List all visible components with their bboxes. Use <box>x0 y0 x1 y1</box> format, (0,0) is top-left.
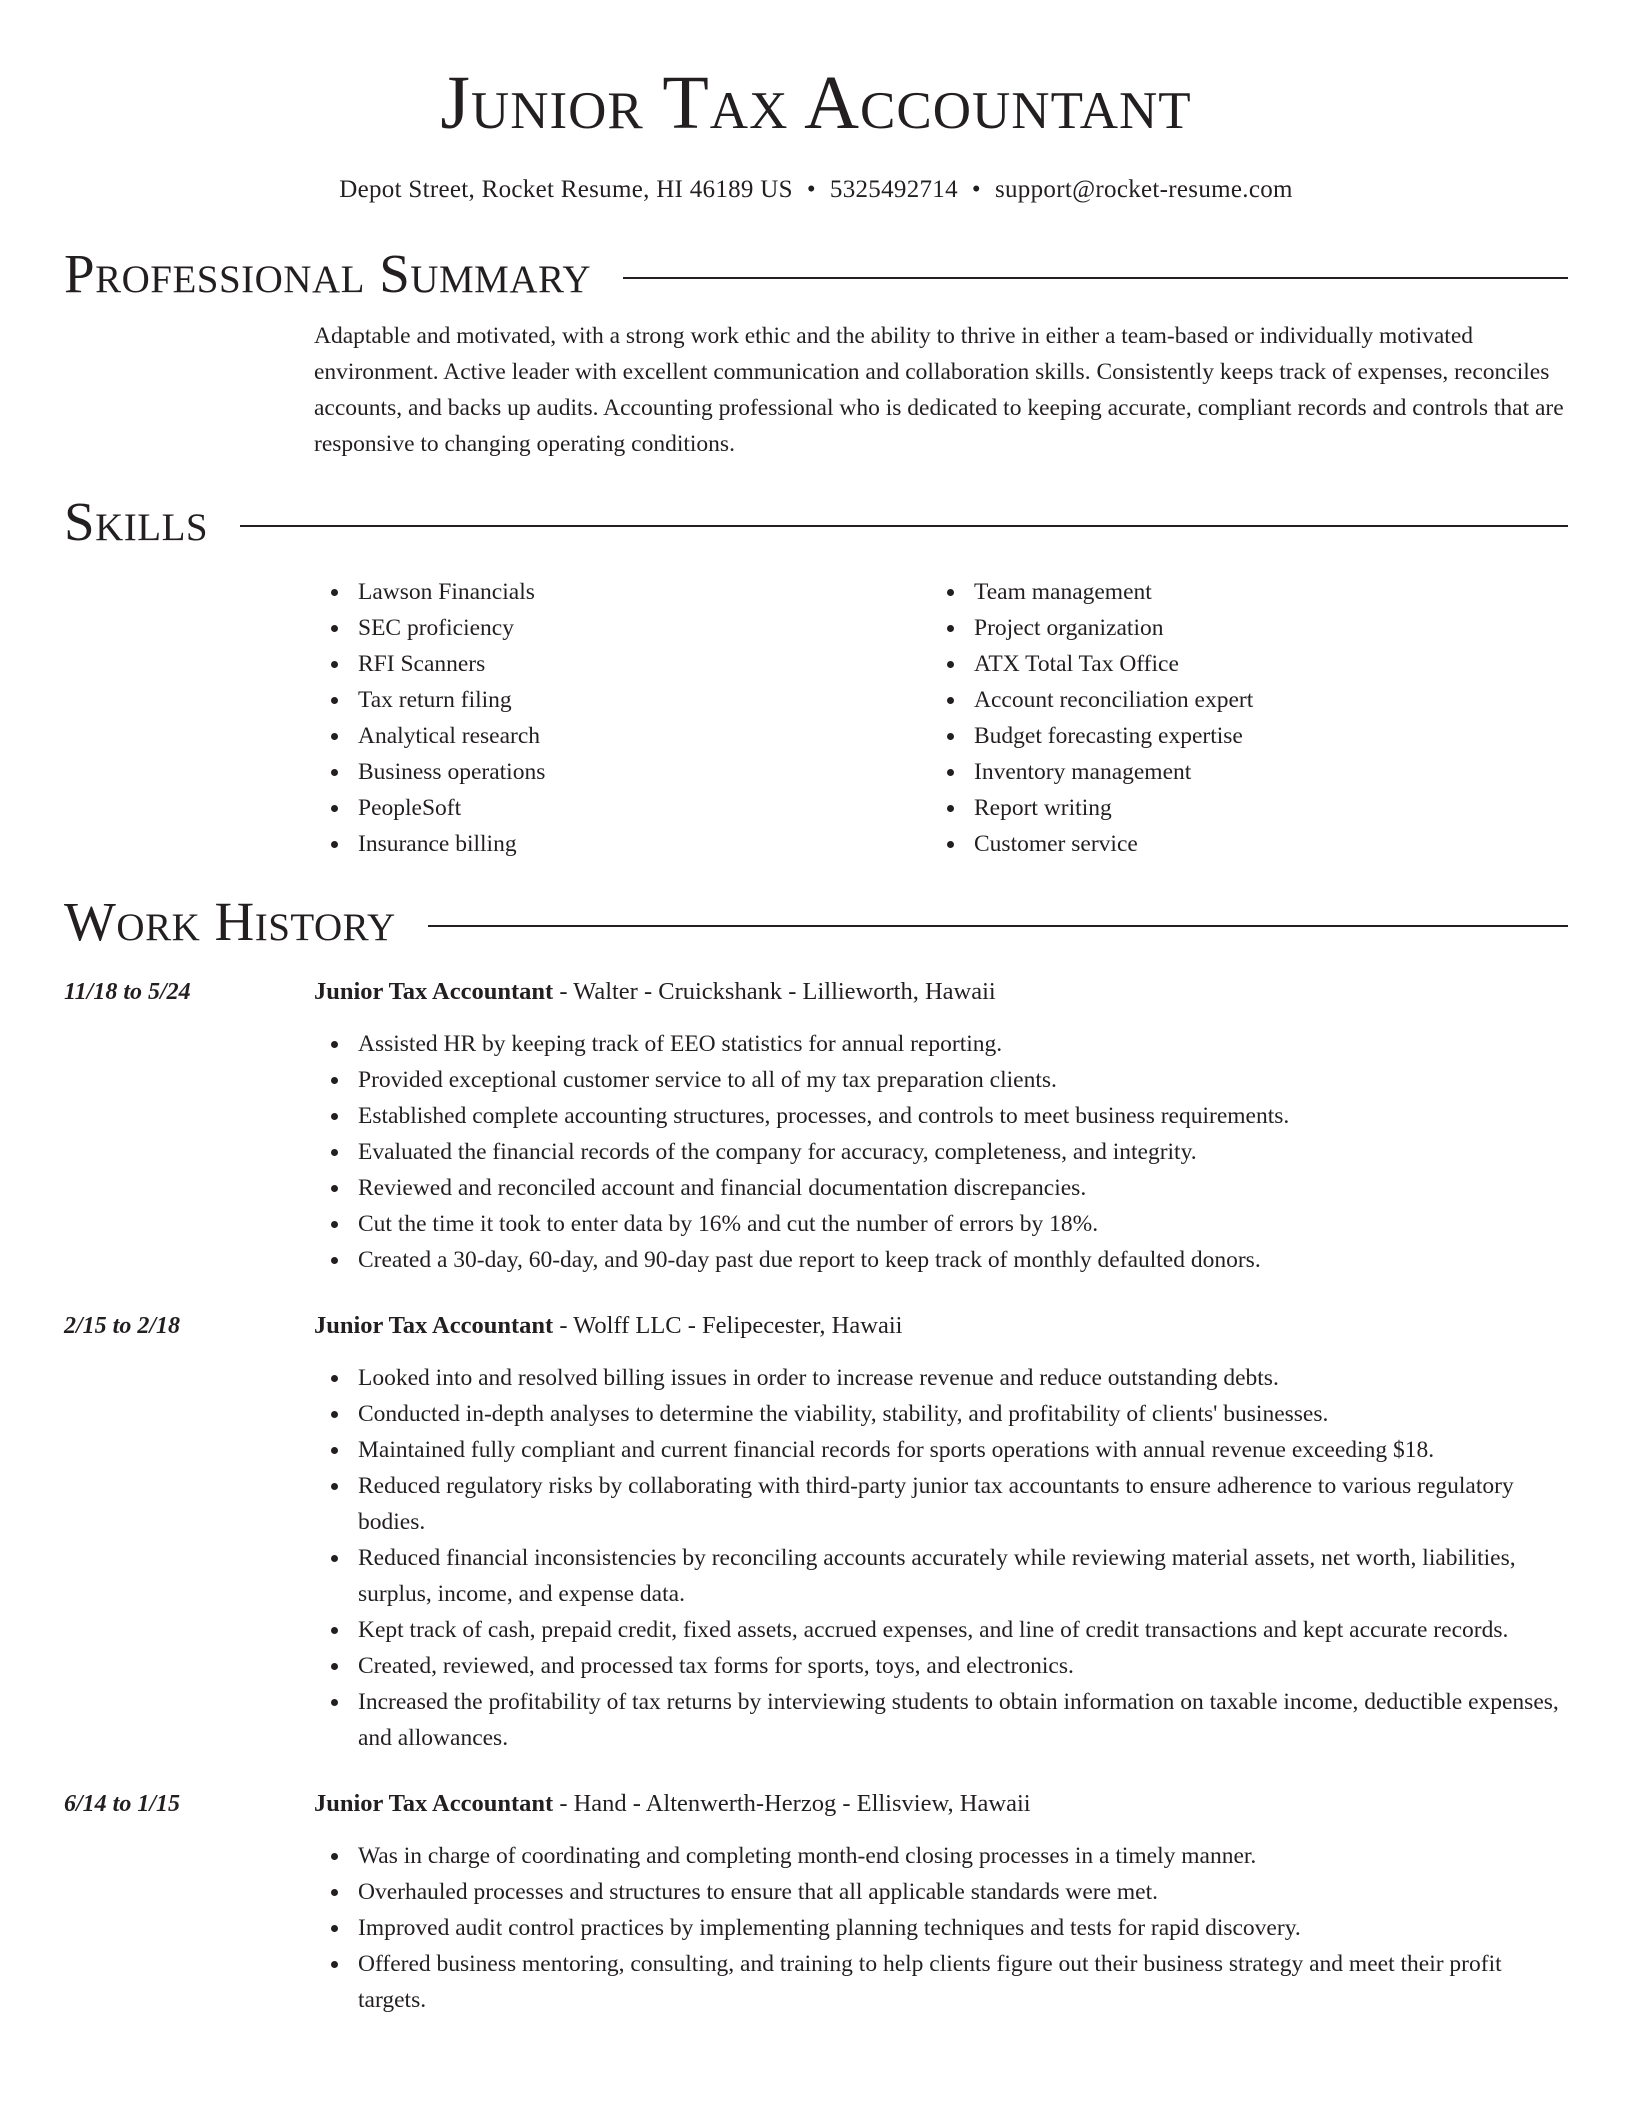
skill-item: Budget forecasting expertise <box>930 718 1546 754</box>
job-bullet: Assisted HR by keeping track of EEO statistics for annual reporting. <box>314 1026 1568 1062</box>
section-divider <box>623 277 1568 279</box>
contact-address: Depot Street, Rocket Resume, HI 46189 US <box>339 176 793 203</box>
skill-item: Project organization <box>930 610 1546 646</box>
skill-item: Analytical research <box>314 718 930 754</box>
skill-item: Inventory management <box>930 754 1546 790</box>
job-bullets <box>314 1026 1568 1278</box>
job-employer: - Wolff LLC - Felipecester, Hawaii <box>553 1312 903 1339</box>
contact-separator: • <box>971 176 981 203</box>
skill-item: Business operations <box>314 754 930 790</box>
job-bullet: Cut the time it took to enter data by 16% and cut the number of errors by 18%. <box>314 1206 1568 1242</box>
job-title: Junior Tax Accountant <box>314 1312 554 1339</box>
work-section-header <box>64 892 1568 952</box>
skill-item: Insurance billing <box>314 826 930 862</box>
skill-item: SEC proficiency <box>314 610 930 646</box>
skills-section-title: Skills <box>64 491 209 552</box>
skill-item: PeopleSoft <box>314 790 930 826</box>
section-divider <box>240 525 1568 527</box>
job-heading <box>314 1308 1568 1344</box>
skills-section-header <box>64 492 1568 552</box>
contact-email: support@rocket-resume.com <box>994 176 1293 203</box>
job-details <box>314 974 1568 1278</box>
summary-section-header <box>64 244 1568 304</box>
job-heading <box>314 1786 1568 1822</box>
job-bullet: Created a 30-day, 60-day, and 90-day past due report to keep track of monthly defaulted donors. <box>314 1242 1568 1278</box>
skill-item: Team management <box>930 574 1546 610</box>
section-divider <box>428 925 1568 927</box>
job-bullets <box>314 1360 1568 1756</box>
job-bullet: Reduced financial inconsistencies by reconciling accounts accurately while reviewing material assets, net worth, liabilities, surplus, income, and expense data. <box>314 1540 1568 1612</box>
job-bullet: Maintained fully compliant and current financial records for sports operations with annual revenue exceeding $18. <box>314 1432 1568 1468</box>
job-bullet: Kept track of cash, prepaid credit, fixed assets, accrued expenses, and line of credit transactions and kept accurate records. <box>314 1612 1568 1648</box>
job-bullet: Evaluated the financial records of the company for accuracy, completeness, and integrity. <box>314 1134 1568 1170</box>
summary-section-title: Professional Summary <box>64 243 592 304</box>
job-details <box>314 1786 1568 2018</box>
skill-item: ATX Total Tax Office <box>930 646 1546 682</box>
candidate-name: Junior Tax Accountant <box>440 61 1192 145</box>
job-bullet: Reduced regulatory risks by collaborating with third-party junior tax accountants to ensure adherence to various regulatory bodies. <box>314 1468 1568 1540</box>
skills-list <box>314 574 1568 862</box>
job-bullet: Improved audit control practices by implementing planning techniques and tests for rapid discovery. <box>314 1910 1568 1946</box>
job-bullet: Increased the profitability of tax returns by interviewing students to obtain information on taxable income, deductible expenses, and allowances. <box>314 1684 1568 1756</box>
job-title: Junior Tax Accountant <box>314 978 554 1005</box>
job-employer: - Hand - Altenwerth-Herzog - Ellisview, Hawaii <box>553 1790 1031 1817</box>
job-bullet: Looked into and resolved billing issues in order to increase revenue and reduce outstanding debts. <box>314 1360 1568 1396</box>
job-bullet: Provided exceptional customer service to all of my tax preparation clients. <box>314 1062 1568 1098</box>
job-bullet: Conducted in-depth analyses to determine the viability, stability, and profitability of clients' businesses. <box>314 1396 1568 1432</box>
job-bullet: Offered business mentoring, consulting, and training to help clients figure out their business strategy and meet their profit targets. <box>314 1946 1568 2018</box>
job-employer: - Walter - Cruickshank - Lillieworth, Hawaii <box>553 978 996 1005</box>
job-bullet: Was in charge of coordinating and completing month-end closing processes in a timely manner. <box>314 1838 1568 1874</box>
skill-item: RFI Scanners <box>314 646 930 682</box>
skills-column-left <box>314 574 930 862</box>
skill-item: Account reconciliation expert <box>930 682 1546 718</box>
job-entry <box>64 1308 1568 1756</box>
job-bullets <box>314 1838 1568 2018</box>
job-bullet: Reviewed and reconciled account and financial documentation discrepancies. <box>314 1170 1568 1206</box>
job-dates: 2/15 to 2/18 <box>64 1313 181 1339</box>
skill-item: Customer service <box>930 826 1546 862</box>
skill-item: Tax return filing <box>314 682 930 718</box>
job-details <box>314 1308 1568 1756</box>
job-bullet: Created, reviewed, and processed tax forms for sports, toys, and electronics. <box>314 1648 1568 1684</box>
work-section-title: Work History <box>64 891 396 952</box>
job-entry <box>64 1786 1568 2018</box>
job-dates: 11/18 to 5/24 <box>64 979 191 1005</box>
job-bullet: Established complete accounting structures, processes, and controls to meet business requirements. <box>314 1098 1568 1134</box>
job-title: Junior Tax Accountant <box>314 1790 554 1817</box>
job-heading <box>314 974 1568 1010</box>
skill-item: Report writing <box>930 790 1546 826</box>
contact-separator: • <box>806 176 816 203</box>
contact-line <box>64 174 1568 206</box>
job-entry <box>64 974 1568 1278</box>
contact-phone: 5325492714 <box>829 176 958 203</box>
skill-item: Lawson Financials <box>314 574 930 610</box>
job-dates: 6/14 to 1/15 <box>64 1791 181 1817</box>
summary-text: Adaptable and motivated, with a strong work ethic and the ability to thrive in either a team-based or individually motivated environment. Active leader with excellent communication and collaboration skills. Consistently keeps track of expenses, reconciles accounts, and backs up audits. Accounting professional who is dedicated to keeping accurate, compliant records and controls that are responsive to changing operating conditions. <box>314 323 1564 457</box>
job-bullet: Overhauled processes and structures to ensure that all applicable standards were met. <box>314 1874 1568 1910</box>
skills-column-right <box>930 574 1546 862</box>
